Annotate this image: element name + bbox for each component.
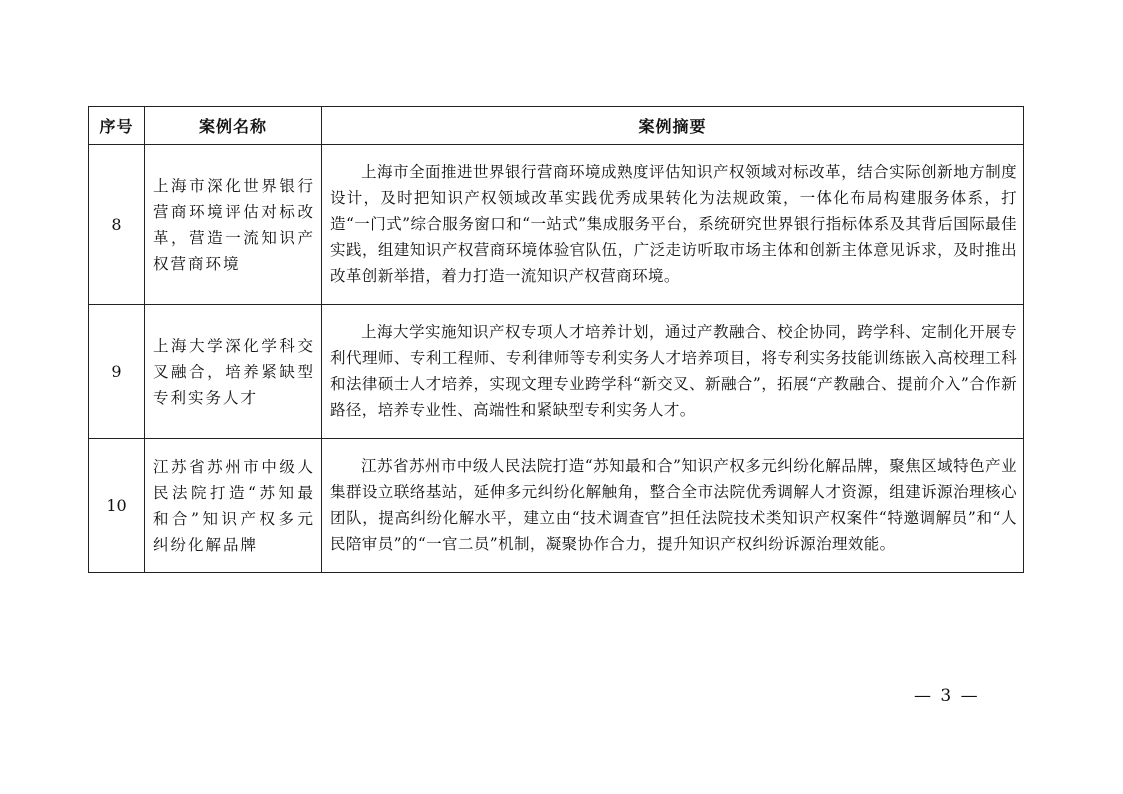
header-case-summary: 案例摘要 <box>322 107 1024 145</box>
row-case-name: 江苏省苏州市中级人民法院打造“苏知最和合”知识产权多元纠纷化解品牌 <box>145 439 322 573</box>
row-serial-number: 9 <box>89 305 145 439</box>
header-serial-number: 序号 <box>89 107 145 145</box>
row-case-summary: 上海大学实施知识产权专项人才培养计划，通过产教融合、校企协同，跨学科、定制化开展专利代理师、专利工程师、专利律师等专利实务人才培养项目，将专利实务技能训练嵌入高校理工科和法律硕士人才培养，实现文理专业跨学科“新交叉、新融合”，拓展“产教融合、提前介入”合作新路径，培养专业性、高端性和紧缺型专利实务人才。 <box>322 305 1024 439</box>
header-case-name: 案例名称 <box>145 107 322 145</box>
row-case-summary: 上海市全面推进世界银行营商环境成熟度评估知识产权领域对标改革，结合实际创新地方制度设计，及时把知识产权领域改革实践优秀成果转化为法规政策，一体化布局构建服务体系，打造“一门式”综合服务窗口和“一站式”集成服务平台，系统研究世界银行指标体系及其背后国际最佳实践，组建知识产权营商环境体验官队伍，广泛走访听取市场主体和创新主体意见诉求，及时推出改革创新举措，着力打造一流知识产权营商环境。 <box>322 145 1024 305</box>
table-row <box>89 145 1024 305</box>
row-case-name: 上海市深化世界银行营商环境评估对标改革，营造一流知识产权营商环境 <box>145 145 322 305</box>
table-row <box>89 439 1024 573</box>
case-table <box>88 106 1024 573</box>
row-case-summary: 江苏省苏州市中级人民法院打造“苏知最和合”知识产权多元纠纷化解品牌，聚焦区域特色产业集群设立联络基站，延伸多元纠纷化解触角，整合全市法院优秀调解人才资源，组建诉源治理核心团队，提高纠纷化解水平，建立由“技术调查官”担任法院技术类知识产权案件“特邀调解员”和“人民陪审员”的“一官二员”机制，凝聚协作合力，提升知识产权纠纷诉源治理效能。 <box>322 439 1024 573</box>
row-serial-number: 8 <box>89 145 145 305</box>
row-case-name: 上海大学深化学科交叉融合，培养紧缺型专利实务人才 <box>145 305 322 439</box>
row-serial-number: 10 <box>89 439 145 573</box>
table-row <box>89 305 1024 439</box>
page-number: — 3 — <box>914 686 980 706</box>
table-header-row <box>89 107 1024 145</box>
